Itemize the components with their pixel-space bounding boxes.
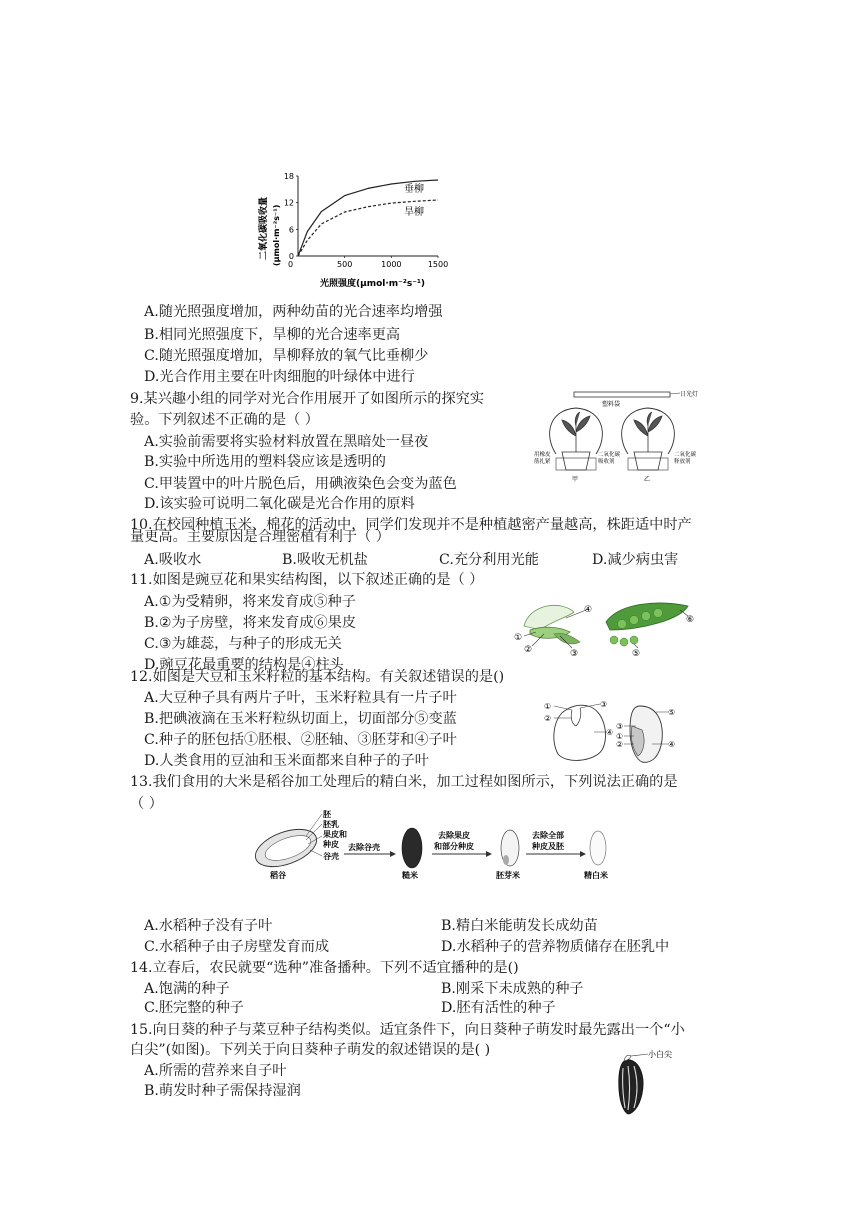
q8-option-a: A.随光照强度增加，两种幼苗的光合速率均增强	[144, 304, 443, 320]
name-paddy: 稻谷	[270, 871, 286, 880]
label-yi: 乙	[644, 476, 651, 483]
bean-seed	[554, 705, 606, 760]
y-tick-label: 12	[283, 198, 294, 208]
q11-pea-figure	[510, 596, 706, 656]
x-tick-label: 1000	[381, 260, 402, 269]
label-jia: 甲	[572, 476, 579, 483]
q10-stem-line2: 量更高。主要原因是合理密植有利于（ ）	[130, 529, 390, 545]
q14-option-b: B.刚采下未成熟的种子	[441, 981, 584, 997]
bag-label: 塑料袋	[602, 401, 621, 408]
q13-stem-line1: 13.我们食用的大米是稻谷加工处理后的精白米，加工过程如图所示，下列说法正确的是	[130, 774, 678, 790]
pea-seed	[620, 638, 628, 646]
q9-stem-line1: 9.某兴趣小组的同学对光合作用展开了如图所示的探究实	[130, 391, 485, 407]
q13-rice-process-figure	[250, 808, 620, 880]
bean-label-3: ③	[600, 700, 608, 709]
corn-label-5: ⑤	[668, 708, 676, 717]
q14-option-d: D.胚有活性的种子	[441, 1000, 556, 1016]
label-6: ⑥	[686, 615, 695, 625]
q9-option-a: A.实验前需要将实验材料放置在黑暗处一昼夜	[144, 434, 429, 450]
q13-stem-line2: （ ）	[130, 796, 163, 812]
q13-option-a: A.水稻种子没有子叶	[144, 918, 273, 934]
step-1-label: 去除谷壳	[348, 843, 380, 852]
q9-experiment-figure	[534, 388, 706, 484]
step-3-label-a: 去除全部	[532, 831, 564, 840]
y-tick-label: 18	[283, 172, 294, 181]
pea-seed	[630, 616, 639, 625]
corn-label-2: ②	[616, 740, 624, 749]
q14-option-c: C.胚完整的种子	[144, 1000, 244, 1016]
co2-releaser-label-1: 二氧化碳	[674, 452, 697, 458]
part-embryo: 胚	[323, 810, 331, 819]
q15-stem-line2: 白尖”(如图)。下列关于向日葵种子萌发的叙述错误的是( )	[130, 1042, 491, 1058]
name-polished-rice: 精白米	[584, 871, 608, 880]
pea-seed	[642, 612, 651, 621]
q12-option-c: C.种子的胚包括①胚根、②胚轴、③胚芽和④子叶	[144, 732, 457, 748]
q8-option-b: B.相同光照强度下，旱柳的光合速率更高	[144, 327, 401, 343]
q12-option-d: D.人类食用的豆油和玉米面都来自种子的子叶	[144, 753, 429, 769]
plant-jia	[562, 412, 590, 452]
q15-sunflower-seed-figure	[608, 1048, 708, 1118]
bean-label-4: ④	[606, 728, 614, 737]
q9-option-b: B.实验中所选用的塑料袋应该是透明的	[144, 454, 386, 470]
q11-option-d: D.豌豆花最重要的结构是④柱头	[144, 657, 344, 673]
pea-seed	[630, 636, 638, 644]
polished-rice	[590, 831, 606, 865]
photosynthesis-chart	[252, 168, 462, 296]
rubber-label-2: 筋扎紧	[534, 459, 551, 465]
plant-yi	[634, 412, 662, 452]
label-1: ①	[514, 633, 523, 643]
pot-yi	[634, 452, 662, 470]
series-label-hanliu: 旱柳	[404, 207, 424, 218]
q8-option-d: D.光合作用主要在叶肉细胞的叶绿体中进行	[144, 369, 415, 385]
label-2: ②	[524, 645, 533, 655]
germ-rice-embryo	[503, 855, 509, 865]
bean-label-1: ①	[544, 702, 552, 711]
corn-label-1: ①	[616, 732, 624, 741]
q12-stem: 12.如图是大豆和玉米籽粒的基本结构。有关叙述错误的是()	[130, 669, 505, 685]
q10-option-a: A.吸收水	[144, 552, 202, 568]
q12-option-a: A.大豆种子具有两片子叶，玉米籽粒具有一片子叶	[144, 690, 457, 706]
tip-label: 小白尖	[648, 1050, 672, 1059]
series-label-chuiliu: 垂柳	[404, 184, 424, 195]
step-2-label-b: 和部分种皮	[434, 842, 474, 851]
co2-absorber-label-1: 二氧化碳	[598, 452, 621, 458]
x-tick-label: 500	[337, 260, 353, 269]
name-germ-rice: 胚芽米	[496, 871, 520, 880]
label-4-flower: ④	[584, 605, 593, 615]
q15-option-b: B.萌发时种子需保持湿润	[144, 1083, 301, 1099]
name-brown-rice: 糙米	[402, 871, 418, 880]
q10-option-c: C.充分利用光能	[439, 552, 539, 568]
corn-label-3: ③	[616, 722, 624, 731]
step-2-label-a: 去除果皮	[438, 831, 470, 840]
q9-stem-line2: 验。下列叙述不正确的是（ ）	[130, 412, 319, 428]
part-pericarp: 果皮和	[323, 830, 347, 839]
label-3: ③	[570, 649, 579, 656]
corn-label-4: ④	[668, 740, 676, 749]
y-tick-label: 6	[288, 225, 294, 235]
brown-rice	[402, 828, 422, 868]
y-axis-ticks	[284, 172, 298, 261]
part-endosperm: 胚乳	[323, 820, 339, 829]
bean-label-2: ②	[544, 714, 552, 723]
pea-seed	[654, 609, 663, 618]
x-origin-label: 0	[288, 260, 294, 269]
q15-stem-line1: 15.向日葵的种子与菜豆种子结构类似。适宜条件下，向日葵种子萌发时最先露出一个“小	[130, 1022, 685, 1038]
q11-option-c: C.③为雄蕊，与种子的形成无关	[144, 636, 342, 652]
q14-stem: 14.立春后，农民就要“选种”准备播种。下列不适宜播种的是()	[130, 960, 519, 976]
q13-option-d: D.水稻种子的营养物质储存在胚乳中	[441, 939, 670, 955]
q9-option-c: C.甲装置中的叶片脱色后，用碘液染色会变为蓝色	[144, 476, 457, 492]
part-seedcoat: 种皮	[323, 840, 339, 849]
q9-option-d: D.该实验可说明二氧化碳是光合作用的原料	[144, 496, 415, 512]
step-3-label-b: 种皮及胚	[532, 842, 564, 851]
q10-option-b: B.吸收无机盐	[282, 552, 368, 568]
q11-stem: 11.如图是豌豆花和果实结构图，以下叙述正确的是（ ）	[130, 572, 484, 588]
x-axis-ticks	[288, 256, 448, 269]
q11-option-b: B.②为子房壁，将来发育成⑥果皮	[144, 615, 357, 631]
q10-option-d: D.减少病虫害	[592, 552, 679, 568]
chart-yunit: (μmol·m⁻²s⁻¹)	[272, 204, 281, 266]
q8-option-c: C.随光照强度增加，旱柳释放的氧气比垂柳少	[144, 348, 429, 364]
part-husk: 谷壳	[323, 852, 339, 861]
q14-option-a: A.饱满的种子	[144, 981, 230, 997]
chart-ylabel: 二氧化碳吸收量	[259, 196, 269, 260]
pea-seed	[610, 636, 618, 644]
co2-releaser-label-2: 释放剂	[674, 459, 691, 465]
q12-option-b: B.把碘液滴在玉米籽粒纵切面上，切面部分⑤变蓝	[144, 711, 457, 727]
q15-option-a: A.所需的营养来自子叶	[144, 1063, 287, 1079]
lamp-label: 日光灯	[680, 391, 699, 398]
rubber-label-1: 用橡皮	[534, 452, 551, 458]
x-tick-label: 1500	[427, 260, 449, 269]
q11-option-a: A.①为受精卵，将来发育成⑤种子	[144, 594, 356, 610]
q13-option-b: B.精白米能萌发长成幼苗	[441, 918, 598, 934]
pea-flower-sepal	[554, 633, 580, 643]
co2-absorber-label-2: 吸收剂	[598, 459, 615, 465]
y-tick-label: 0	[288, 252, 294, 261]
label-5: ⑤	[632, 649, 641, 656]
q13-option-c: C.水稻种子由子房壁发育而成	[144, 939, 330, 955]
lamp-tube	[574, 392, 670, 397]
chart-xlabel: 光照强度(μmol·m⁻²s⁻¹)	[320, 279, 426, 289]
pot-jia	[562, 452, 590, 470]
q10-stem-line1: 10.在校园种植玉米、棉花的活动中，同学们发现并不是种植越密产量越高，株距适中时产	[130, 517, 692, 533]
pea-seed	[618, 620, 627, 629]
q12-seed-figure	[544, 700, 684, 766]
